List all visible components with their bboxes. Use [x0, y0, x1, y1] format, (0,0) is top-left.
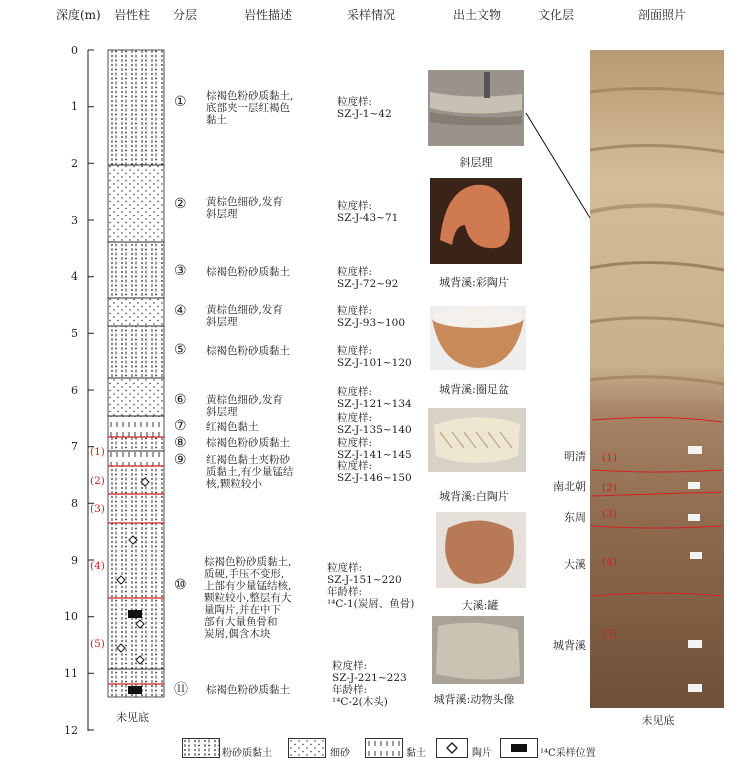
clay-pattern-icon	[365, 738, 403, 758]
artifact-caption-5: 大溪:罐	[461, 599, 499, 612]
layer-sample-8: 粒度样: SZ-J-141~145	[337, 437, 412, 461]
header-depth: 深度(m)	[56, 8, 101, 22]
depth-tick-0: 0	[71, 44, 78, 57]
layer-description-9: 红褐色黏土夹粉砂 质黏土,有少量锰结 核,颗粒较小	[206, 454, 294, 490]
artifact-caption-1: 斜层理	[459, 156, 493, 169]
culture-layer-1: 明清	[564, 450, 586, 463]
layer-description-6: 黄棕色细砂,发育 斜层理	[206, 394, 283, 418]
column-marker-3: (3)	[90, 503, 105, 515]
layer-description-2: 黄棕色细砂,发育 斜层理	[206, 196, 283, 220]
artifact-caption-4: 城背溪:白陶片	[439, 490, 509, 503]
column-marker-1: (1)	[90, 446, 105, 458]
layer-sample-5: 粒度样: SZ-J-101~120	[337, 345, 412, 369]
layer-description-1: 棕褐色粉砂质黏土, 底部夹一层红褐色 黏土	[206, 90, 294, 126]
layer-number-9: ⑨	[174, 452, 187, 468]
column-marker-4: (4)	[90, 560, 105, 572]
layer-sample-2: 粒度样: SZ-J-43~71	[337, 200, 399, 224]
column-marker-5: (5)	[90, 638, 105, 650]
header-column: 岩性柱	[114, 8, 151, 22]
legend-label-fine-sand: 细砂	[330, 748, 350, 759]
legend-label-clay: 黏土	[406, 748, 426, 759]
c14-sample-icon	[500, 738, 538, 758]
column-marker-2: (2)	[90, 475, 105, 487]
layer-description-11: 棕褐色粉砂质黏土	[206, 684, 290, 696]
section-photo	[590, 50, 724, 708]
photo-marker-3: (3)	[602, 508, 617, 520]
layer-number-11: ⑪	[174, 682, 188, 698]
pottery-diamond-icon	[436, 738, 468, 758]
photo-marker-5: (5)	[602, 628, 617, 640]
layer-sample-7: 粒度样: SZ-J-135~140	[337, 412, 412, 436]
layer-number-3: ③	[174, 263, 187, 279]
depth-tick-10: 10	[64, 610, 78, 623]
depth-tick-12: 12	[64, 724, 78, 737]
layer-sample-11: 粒度样: SZ-J-221~223 年龄样: ¹⁴C-2(木头)	[332, 660, 407, 708]
header-layer: 分层	[173, 8, 198, 22]
lithology-column	[108, 50, 164, 697]
legend-label-silty-clay: 粉砂质黏土	[222, 748, 272, 759]
layer-description-4: 黄棕色细砂,发育 斜层理	[206, 304, 283, 328]
culture-layer-3: 东周	[564, 511, 586, 524]
layer-description-10: 棕褐色粉砂质黏土, 质硬,手压不变形, 上部有少量锰结核, 颗粒较小,整层有大 量陶片,并在中下 部有大量鱼骨和 炭屑,偶含木块	[204, 556, 292, 640]
culture-layer-4: 大溪	[564, 558, 586, 571]
header-photo: 剖面照片	[638, 8, 687, 22]
depth-tick-3: 3	[71, 214, 78, 227]
depth-tick-7: 7	[71, 440, 78, 453]
header-artifacts: 出土文物	[453, 8, 502, 22]
depth-tick-5: 5	[71, 327, 78, 340]
artifact-caption-2: 城背溪:彩陶片	[439, 276, 509, 289]
photo-marker-4: (4)	[602, 556, 617, 568]
depth-tick-11: 11	[64, 667, 78, 680]
layer-number-8: ⑧	[174, 435, 187, 451]
layer-number-2: ②	[174, 196, 187, 212]
layer-sample-1: 粒度样: SZ-J-1~42	[337, 96, 392, 120]
legend-label-pottery: 陶片	[472, 748, 492, 759]
layer-sample-6: 粒度样: SZ-J-121~134	[337, 386, 412, 410]
layer-description-5: 棕褐色粉砂质黏土	[206, 345, 290, 357]
legend-label-c14: ¹⁴C采样位置	[540, 748, 596, 759]
depth-tick-2: 2	[71, 157, 78, 170]
layer-description-7: 红褐色黏土	[206, 421, 259, 433]
photo-marker-2: (2)	[602, 482, 617, 494]
silty-clay-pattern-icon	[182, 738, 220, 758]
culture-layer-5: 城背溪	[553, 639, 586, 652]
depth-tick-4: 4	[71, 270, 78, 283]
photo-connector-line	[526, 113, 590, 218]
layer-number-4: ④	[174, 303, 187, 319]
photo-bottom-label: 未见底	[641, 714, 675, 727]
fine-sand-pattern-icon	[288, 738, 326, 758]
depth-tick-6: 6	[71, 384, 78, 397]
depth-axis-ticks	[88, 50, 94, 730]
layer-sample-9: 粒度样: SZ-J-146~150	[337, 460, 412, 484]
layer-number-5: ⑤	[174, 342, 187, 358]
layer-description-3: 棕褐色粉砂质黏土	[206, 266, 290, 278]
layer-number-10: ⑩	[174, 577, 187, 593]
layer-sample-4: 粒度样: SZ-J-93~100	[337, 305, 405, 329]
header-description: 岩性描述	[244, 8, 293, 22]
culture-layer-2: 南北朝	[553, 480, 586, 493]
depth-tick-9: 9	[71, 554, 78, 567]
layer-sample-3: 粒度样: SZ-J-72~92	[337, 266, 399, 290]
column-bottom-label: 未见底	[116, 711, 149, 724]
depth-tick-8: 8	[71, 497, 78, 510]
layer-sample-10: 粒度样: SZ-J-151~220 年龄样: ¹⁴C-1(炭屑、鱼骨)	[327, 562, 415, 610]
header-culture: 文化层	[538, 8, 575, 22]
depth-tick-1: 1	[71, 100, 78, 113]
photo-marker-1: (1)	[602, 452, 617, 464]
layer-description-8: 棕褐色粉砂质黏土	[206, 437, 290, 449]
layer-number-1: ①	[174, 94, 187, 110]
layer-number-6: ⑥	[174, 392, 187, 408]
artifact-caption-6: 城背溪:动物头像	[433, 693, 515, 706]
header-sampling: 采样情况	[347, 8, 396, 22]
artifact-caption-3: 城背溪:圈足盆	[439, 383, 509, 396]
layer-number-7: ⑦	[174, 418, 187, 434]
